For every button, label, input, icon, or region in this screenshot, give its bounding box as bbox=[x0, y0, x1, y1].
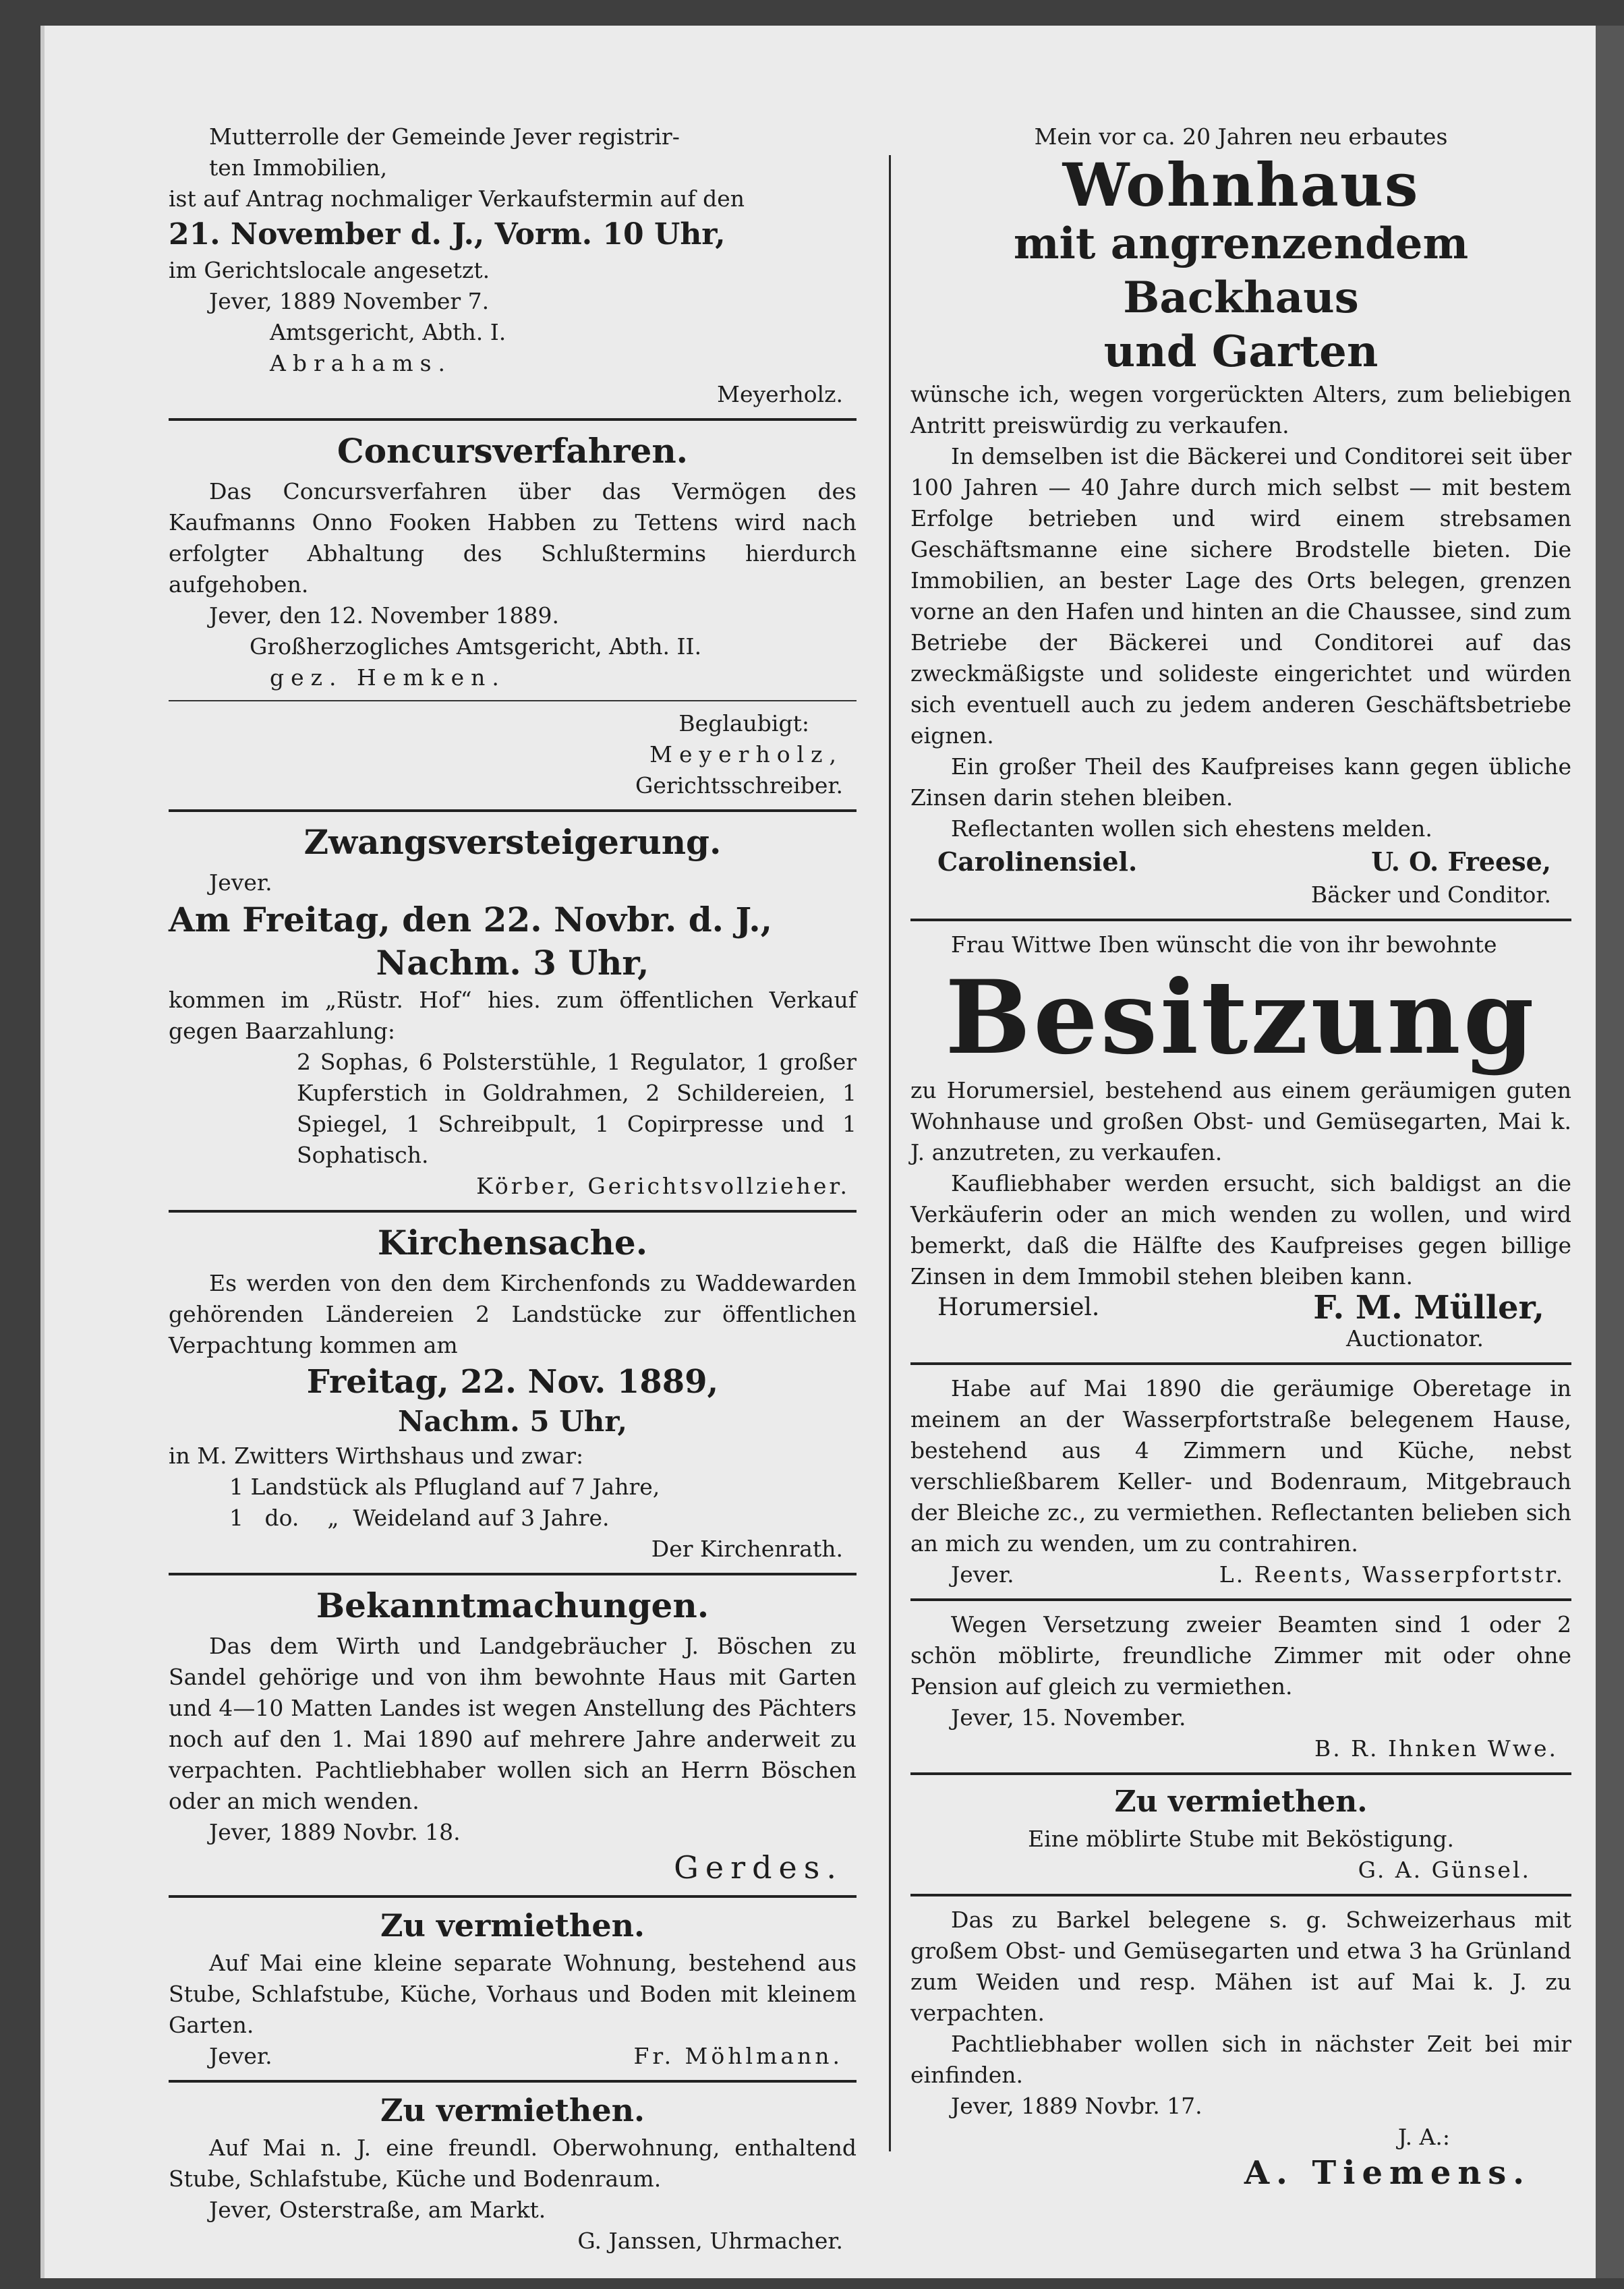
ad-wohnhaus bbox=[910, 121, 1571, 910]
court-name: Großherzogliches Amtsgericht, Abth. II. bbox=[250, 633, 702, 660]
signature-row bbox=[910, 1559, 1571, 1590]
list-item: 1 do. „ Weideland auf 3 Jahre. bbox=[229, 1505, 610, 1531]
court-name: Amtsgericht, Abth. I. bbox=[270, 319, 506, 345]
place-date: Jever, den 12. November 1889. bbox=[209, 602, 560, 629]
ad-stube bbox=[910, 1783, 1571, 1886]
signature-role: Gerichtsschreiber. bbox=[635, 772, 843, 799]
signature: F. M. Müller, bbox=[1313, 1289, 1544, 1327]
place: Jever. bbox=[951, 1561, 1014, 1588]
ad-zimmer bbox=[910, 1609, 1571, 1764]
ad-subtitle: mit angrenzendem Backhaus bbox=[1013, 219, 1469, 323]
notice-text: Es werden von den dem Kirchenfonds zu Waddewarden gehörenden Ländereien 2 Landstücke zur öffentlichen Verpachtung kommen am bbox=[169, 1270, 857, 1358]
signature: U. O. Freese, bbox=[1371, 846, 1551, 877]
ad-text: zu Horumersiel, bestehend aus einem geräumigen guten Wohnhause und großen Obst- und Gemüsegarten, Mai k. J. anzutreten, zu verkaufen. bbox=[910, 1077, 1571, 1165]
text-line: Mutterrolle der Gemeinde Jever registrir- bbox=[209, 123, 680, 150]
signature: G. A. Günsel. bbox=[1358, 1857, 1531, 1883]
location: in M. Zwitters Wirthshaus und zwar: bbox=[169, 1443, 584, 1469]
notice-heading: Zu vermiethen. bbox=[380, 1907, 645, 1944]
notice-kirchensache bbox=[169, 1221, 857, 1565]
signature-prefix: J. A.: bbox=[1397, 2124, 1450, 2150]
divider bbox=[910, 919, 1571, 921]
signature: Abrahams. bbox=[270, 350, 453, 376]
ad-text: Wegen Versetzung zweier Beamten sind 1 oder 2 schön möblirte, freundliche Zimmer mit oder ohne Pension auf gleich zu vermiethen. bbox=[910, 1611, 1571, 1700]
ad-oberetage bbox=[910, 1373, 1571, 1590]
lease-time: Nachm. 5 Uhr, bbox=[397, 1405, 628, 1438]
divider bbox=[910, 1772, 1571, 1775]
signature: Meyerholz, bbox=[649, 741, 843, 767]
signature: Der Kirchenrath. bbox=[651, 1536, 843, 1562]
signature: Meyerholz. bbox=[717, 381, 843, 407]
ad-text: Habe auf Mai 1890 die geräumige Oberetage in meinem an der Wasserpfortstraße belegenem Hause, bestehend aus 4 Zimmern und Küche, nebst verschließbarem Keller- und Bodenraum, Mitgebrauch der Bleiche zc., zu vermiethen. Reflectanten belieben sich an mich zu wenden, um zu contrahiren. bbox=[910, 1375, 1571, 1557]
divider bbox=[169, 1573, 857, 1575]
notice-heading: Zwangsversteigerung. bbox=[303, 822, 722, 862]
notice-heading: Bekanntmachungen. bbox=[316, 1586, 709, 1625]
certification: Beglaubigt: bbox=[678, 710, 809, 736]
divider bbox=[910, 1598, 1571, 1601]
signature-row bbox=[169, 2041, 857, 2072]
ad-subtitle: und Garten bbox=[1103, 326, 1379, 377]
place-date: Jever, 1889 Novbr. 18. bbox=[209, 1819, 461, 1845]
notice-heading: Kirchensache. bbox=[377, 1223, 648, 1263]
ad-text: Reflectanten wollen sich ehestens melden. bbox=[951, 815, 1432, 842]
page-edge bbox=[1596, 26, 1624, 2278]
auction-time: Nachm. 3 Uhr, bbox=[376, 943, 649, 983]
ad-text: In demselben ist die Bäckerei und Conditorei seit über 100 Jahren — 40 Jahre durch mich selbst — mit bestem Erfolge betrieben und wird einem strebsamen Geschäftsmanne eine sichere Brodstelle bieten. Die Immobilien, an bester Lage des Orts belegen, grenzen vorne an den Hafen und hinten an die Chaussee, sind zum Betriebe der Bäckerei und Conditorei auf das zweckmäßigste und solideste eingerichtet und würden sich eventuell auch zu jedem anderen Geschäftsbetriebe eignen. bbox=[910, 443, 1571, 749]
place: Jever. bbox=[209, 2043, 272, 2069]
place: Horumersiel. bbox=[937, 1294, 1100, 1321]
list-item: 1 Landstück als Pflugland auf 7 Jahre, bbox=[229, 1474, 660, 1500]
ad-intro: Mein vor ca. 20 Jahren neu erbautes bbox=[1034, 123, 1448, 150]
ad-text: Kaufliebhaber werden ersucht, sich baldigst an die Verkäuferin oder an mich wenden zu wollen, und wird bemerkt, daß die Hälfte des Kaufpreises gegen billige Zinsen in dem Immobil stehen bleiben kann. bbox=[910, 1170, 1571, 1290]
ad-text: wünsche ich, wegen vorgerückten Alters, zum beliebigen Antritt preiswürdig zu verkaufen. bbox=[910, 381, 1571, 438]
divider bbox=[169, 1895, 857, 1898]
ad-intro: Frau Wittwe Iben wünscht die von ihr bewohnte bbox=[951, 931, 1497, 958]
ad-title: Wohnhaus bbox=[1062, 150, 1420, 220]
signature: Fr. Möhlmann. bbox=[633, 2043, 843, 2069]
notice-text: Auf Mai n. J. eine freundl. Oberwohnung, enthaltend Stube, Schlafstube, Küche und Bodenraum. bbox=[169, 2135, 857, 2192]
notice-heading: Concursverfahren. bbox=[337, 431, 689, 471]
left-column bbox=[169, 121, 857, 2257]
place-date: Jever, 1889 Novbr. 17. bbox=[951, 2093, 1202, 2119]
item-list: 2 Sophas, 6 Polsterstühle, 1 Regulator, 1 großer Kupferstich in Goldrahmen, 2 Schildereien, 1 Spiegel, 1 Schreibpult, 1 Copirpresse und 1 Sophatisch. bbox=[297, 1049, 857, 1168]
divider bbox=[910, 1894, 1571, 1896]
notice-text: kommen im „Rüstr. Hof“ hies. zum öffentlichen Verkauf gegen Baarzahlung: bbox=[169, 987, 857, 1044]
ad-text: Pachtliebhaber wollen sich in nächster Zeit bei mir einfinden. bbox=[910, 2031, 1571, 2088]
location: Jever, Osterstraße, am Markt. bbox=[209, 2197, 546, 2223]
divider bbox=[169, 809, 857, 812]
divider bbox=[910, 1362, 1571, 1365]
notice-zu-vermiethen-1 bbox=[169, 1906, 857, 2072]
place: Carolinensiel. bbox=[937, 846, 1138, 877]
text-line: ten Immobilien, bbox=[209, 154, 388, 181]
notice-zu-vermiethen-2 bbox=[169, 2091, 857, 2257]
right-column bbox=[910, 121, 1571, 2193]
divider bbox=[169, 2080, 857, 2083]
signature: L. Reents, Wasserpfortstr. bbox=[1219, 1561, 1565, 1588]
place: Jever. bbox=[209, 869, 272, 896]
signature: Körber, Gerichtsvollzieher. bbox=[476, 1173, 850, 1199]
place-date: Jever, 1889 November 7. bbox=[209, 288, 490, 314]
text-line: im Gerichtslocale angesetzt. bbox=[169, 257, 490, 283]
notice-concurs bbox=[169, 429, 857, 801]
signature: G. Janssen, Uhrmacher. bbox=[577, 2228, 843, 2254]
signature: Gerdes. bbox=[674, 1849, 843, 1886]
signature-role: Bäcker und Conditor. bbox=[1310, 881, 1551, 908]
ad-schweizerhaus bbox=[910, 1905, 1571, 2193]
ad-text: Ein großer Theil des Kaufpreises kann gegen übliche Zinsen darin stehen bleiben. bbox=[910, 753, 1571, 811]
signature-row bbox=[910, 844, 1571, 879]
notice-heading: Zu vermiethen. bbox=[380, 2092, 645, 2128]
notice-mutterrolle bbox=[169, 121, 857, 410]
auction-date: 21. November d. J., Vorm. 10 Uhr, bbox=[169, 217, 726, 252]
auction-date: Am Freitag, den 22. Novbr. d. J., bbox=[169, 900, 773, 939]
notice-text: Das dem Wirth und Landgebräucher J. Böschen zu Sandel gehörige und von ihm bewohnte Haus mit Garten und 4—10 Matten Landes ist wegen Anstellung des Pächters noch auf den 1. Mai 1890 auf mehrere Jahre anderweit zu verpachten. Pachtliebhaber wollen sich an Herrn Böschen oder an mich wenden. bbox=[169, 1633, 857, 1814]
signature-row bbox=[910, 1289, 1571, 1327]
ad-text: Eine möblirte Stube mit Beköstigung. bbox=[1028, 1826, 1454, 1852]
notice-text: Das Concursverfahren über das Vermögen des Kaufmanns Onno Fooken Habben zu Tettens wird nach erfolgter Abhaltung des Schlußtermins hierdurch aufgehoben. bbox=[169, 478, 857, 598]
place-date: Jever, 15. November. bbox=[951, 1704, 1186, 1731]
ad-besitzung bbox=[910, 929, 1571, 1354]
text-line: ist auf Antrag nochmaliger Verkaufstermin auf den bbox=[169, 185, 745, 212]
notice-text: Auf Mai eine kleine separate Wohnung, bestehend aus Stube, Schlafstube, Küche, Vorhaus und Boden mit kleinem Garten. bbox=[169, 1950, 857, 2038]
divider bbox=[169, 1210, 857, 1213]
signature-role: Auctionator. bbox=[1346, 1325, 1484, 1352]
notice-heading: Zu vermiethen. bbox=[1114, 1785, 1368, 1819]
divider bbox=[169, 418, 857, 421]
column-rule bbox=[889, 155, 891, 2151]
lease-date: Freitag, 22. Nov. 1889, bbox=[306, 1363, 719, 1401]
ad-text: Das zu Barkel belegene s. g. Schweizerhaus mit großem Obst- und Gemüsegarten und etwa 3 ha Grünland zum Weiden und resp. Mähen ist auf Mai k. J. zu verpachten. bbox=[910, 1907, 1571, 2026]
signature: gez. Hemken. bbox=[270, 664, 506, 691]
divider bbox=[169, 700, 857, 701]
signature: B. R. Ihnken Wwe. bbox=[1314, 1735, 1558, 1762]
notice-bekanntmachungen bbox=[169, 1584, 857, 1887]
signature: A. Tiemens. bbox=[1244, 2154, 1531, 2192]
notice-zwangsversteigerung bbox=[169, 820, 857, 1202]
ad-title: Besitzung bbox=[945, 958, 1537, 1077]
